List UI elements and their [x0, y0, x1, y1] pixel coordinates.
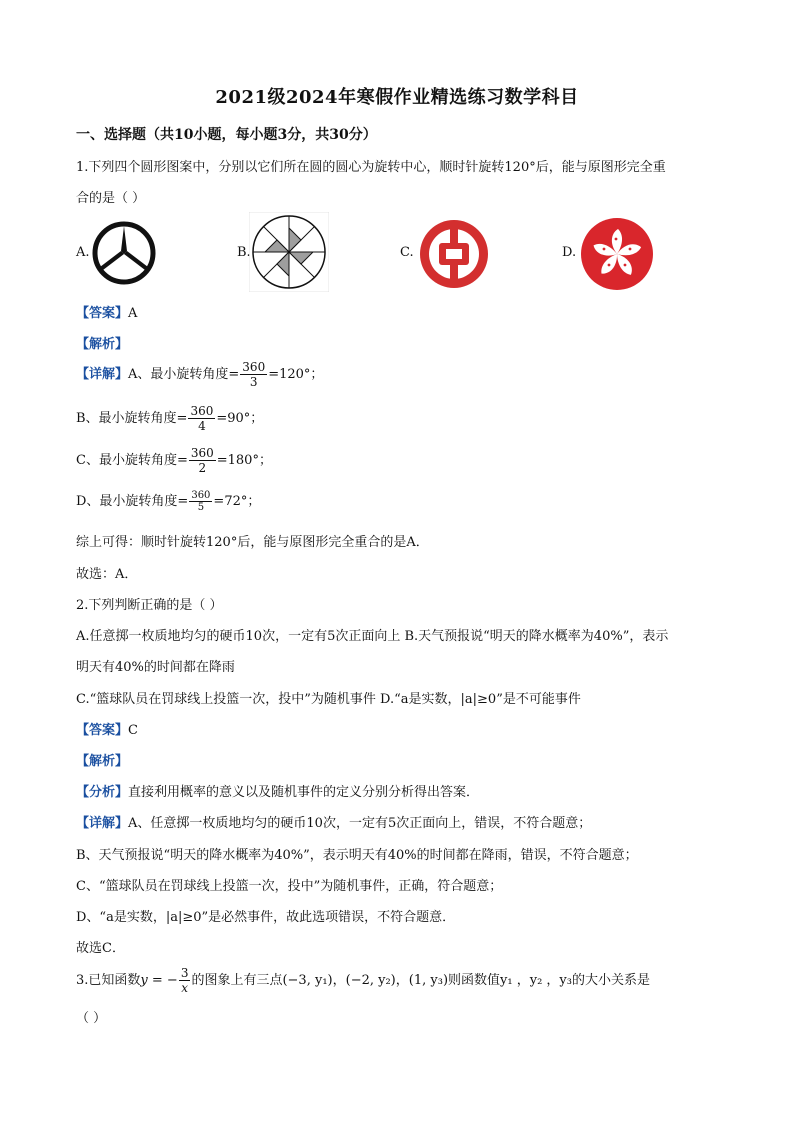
- q2-stem: 2.下列判断正确的是（ ）: [76, 598, 223, 613]
- pinwheel-icon: [249, 212, 329, 292]
- q1-detail-d-prefix: D、最小旋转角度=: [76, 494, 189, 509]
- q1-choose: 故选：A．: [76, 567, 138, 582]
- q2-detail-d: D、“a是实数，|a|≥0”是必然事件，故此选项错误，不符合题意．: [76, 910, 456, 925]
- q3-func-fraction: [179, 966, 191, 995]
- q3-point-2: (−2, y₂): [345, 973, 396, 988]
- q2-choose: 故选C．: [76, 941, 125, 956]
- q2-fenxi-text: 直接利用概率的意义以及随机事件的定义分别分析得出答案．: [128, 785, 480, 800]
- q1-detail-b: [76, 404, 263, 433]
- frac-den: 2: [198, 461, 207, 475]
- q1-stem-line2: 合的是（ ）: [76, 191, 146, 206]
- q3-mid: 的图象上有三点: [191, 973, 283, 988]
- frac-num: 3: [180, 966, 189, 980]
- q3-point-1: (−3, y₁): [282, 973, 333, 988]
- q1-option-a-label: A.: [76, 245, 90, 260]
- q1-detail-b-result: =90°；: [216, 411, 264, 426]
- q2-detail-c: C、“篮球队员在罚球线上投篮一次，投中”为随机事件，正确，符合题意；: [76, 879, 503, 894]
- q3-separator: ，: [395, 973, 409, 988]
- q1-detail-c-result: =180°；: [216, 453, 272, 468]
- q1-detail-d: [76, 490, 260, 513]
- q1-detail-d-result: =72°；: [213, 494, 261, 509]
- q2-detail-a-text: A、任意掷一枚质地均匀的硬币10次，一定有5次正面向上，错误，不符合题意；: [128, 816, 592, 831]
- q2-options-ab-line2: 明天有40%的时间都在降雨: [76, 660, 235, 675]
- bank-of-china-logo-icon: [418, 218, 490, 290]
- q1-detail-a: [76, 360, 323, 389]
- q3-point-3: (1, y₃): [408, 973, 449, 988]
- frac-den: x: [181, 981, 189, 995]
- q3-stem: [76, 966, 650, 995]
- bauhinia-flag-icon: [580, 217, 654, 291]
- q3-func-lhs: y = −: [140, 973, 178, 988]
- q1-answer: [76, 302, 137, 321]
- q1-detail-a-result: =120°；: [268, 367, 324, 382]
- detail-tag: 【详解】: [76, 816, 129, 831]
- frac-num: 360: [191, 490, 211, 501]
- q1-summary: 综上可得：顺时针旋转120°后，能与原图形完全重合的是A．: [76, 535, 429, 550]
- mercedes-star-icon: [90, 220, 158, 286]
- q1-stem-line1: 1.下列四个圆形图案中，分别以它们所在圆的圆心为旋转中心，顺时针旋转120°后，能与原图形完全重: [76, 160, 666, 175]
- q2-options-ab-line1: A.任意掷一枚质地均匀的硬币10次，一定有5次正面向上 B.天气预报说“明天的降水概率为40%”，表示: [76, 629, 669, 644]
- q2-answer-value: C: [128, 723, 138, 738]
- q2-detail-b: B、天气预报说“明天的降水概率为40%”，表示明天有40%的时间都在降雨，错误，不符合题意；: [76, 848, 638, 863]
- fraction-360-3: [240, 360, 267, 389]
- frac-den: 4: [198, 419, 206, 433]
- q1-answer-value: A: [128, 306, 138, 321]
- q2-detail-a: [76, 812, 591, 831]
- q1-option-b-label: B.: [237, 245, 251, 260]
- q2-options-cd: C.“篮球队员在罚球线上投篮一次，投中”为随机事件 D.“a是实数，|a|≥0”是不可能事件: [76, 692, 581, 707]
- answer-tag: 【答案】: [76, 306, 129, 321]
- fenxi-tag: 【分析】: [76, 785, 129, 800]
- q1-detail-c-prefix: C、最小旋转角度=: [76, 453, 188, 468]
- q2-fenxi: [76, 781, 479, 800]
- fraction-360-4: [188, 404, 215, 433]
- frac-den: 3: [249, 375, 258, 389]
- q1-detail-a-prefix: A、最小旋转角度=: [128, 367, 240, 382]
- section-heading: 一、选择题（共10小题，每小题3分，共30分）: [76, 127, 377, 143]
- answer-tag: 【答案】: [76, 723, 129, 738]
- q2-analysis-tag: 【解析】: [76, 754, 129, 769]
- frac-num: 360: [190, 446, 214, 460]
- q3-paren: （ ）: [76, 1011, 107, 1026]
- q1-option-d-label: D.: [562, 245, 577, 260]
- q1-detail-b-prefix: B、最小旋转角度=: [76, 411, 188, 426]
- fraction-360-5: [189, 490, 212, 513]
- page-title: 2021级2024年寒假作业精选练习数学科目: [215, 87, 579, 108]
- q1-analysis-tag: 【解析】: [76, 337, 129, 352]
- q3-prefix: 3.已知函数: [76, 973, 141, 988]
- frac-num: 360: [242, 360, 266, 374]
- detail-tag: 【详解】: [76, 367, 129, 382]
- q3-tail: 则函数值y₁ ，y₂ ，y₃的大小关系是: [448, 973, 650, 988]
- fraction-360-2: [189, 446, 216, 475]
- q1-detail-c: [76, 446, 272, 475]
- q1-option-c-label: C.: [400, 245, 414, 260]
- frac-den: 5: [197, 502, 205, 513]
- frac-num: 360: [190, 404, 214, 418]
- q2-answer: [76, 719, 138, 738]
- q3-separator: ，: [332, 973, 346, 988]
